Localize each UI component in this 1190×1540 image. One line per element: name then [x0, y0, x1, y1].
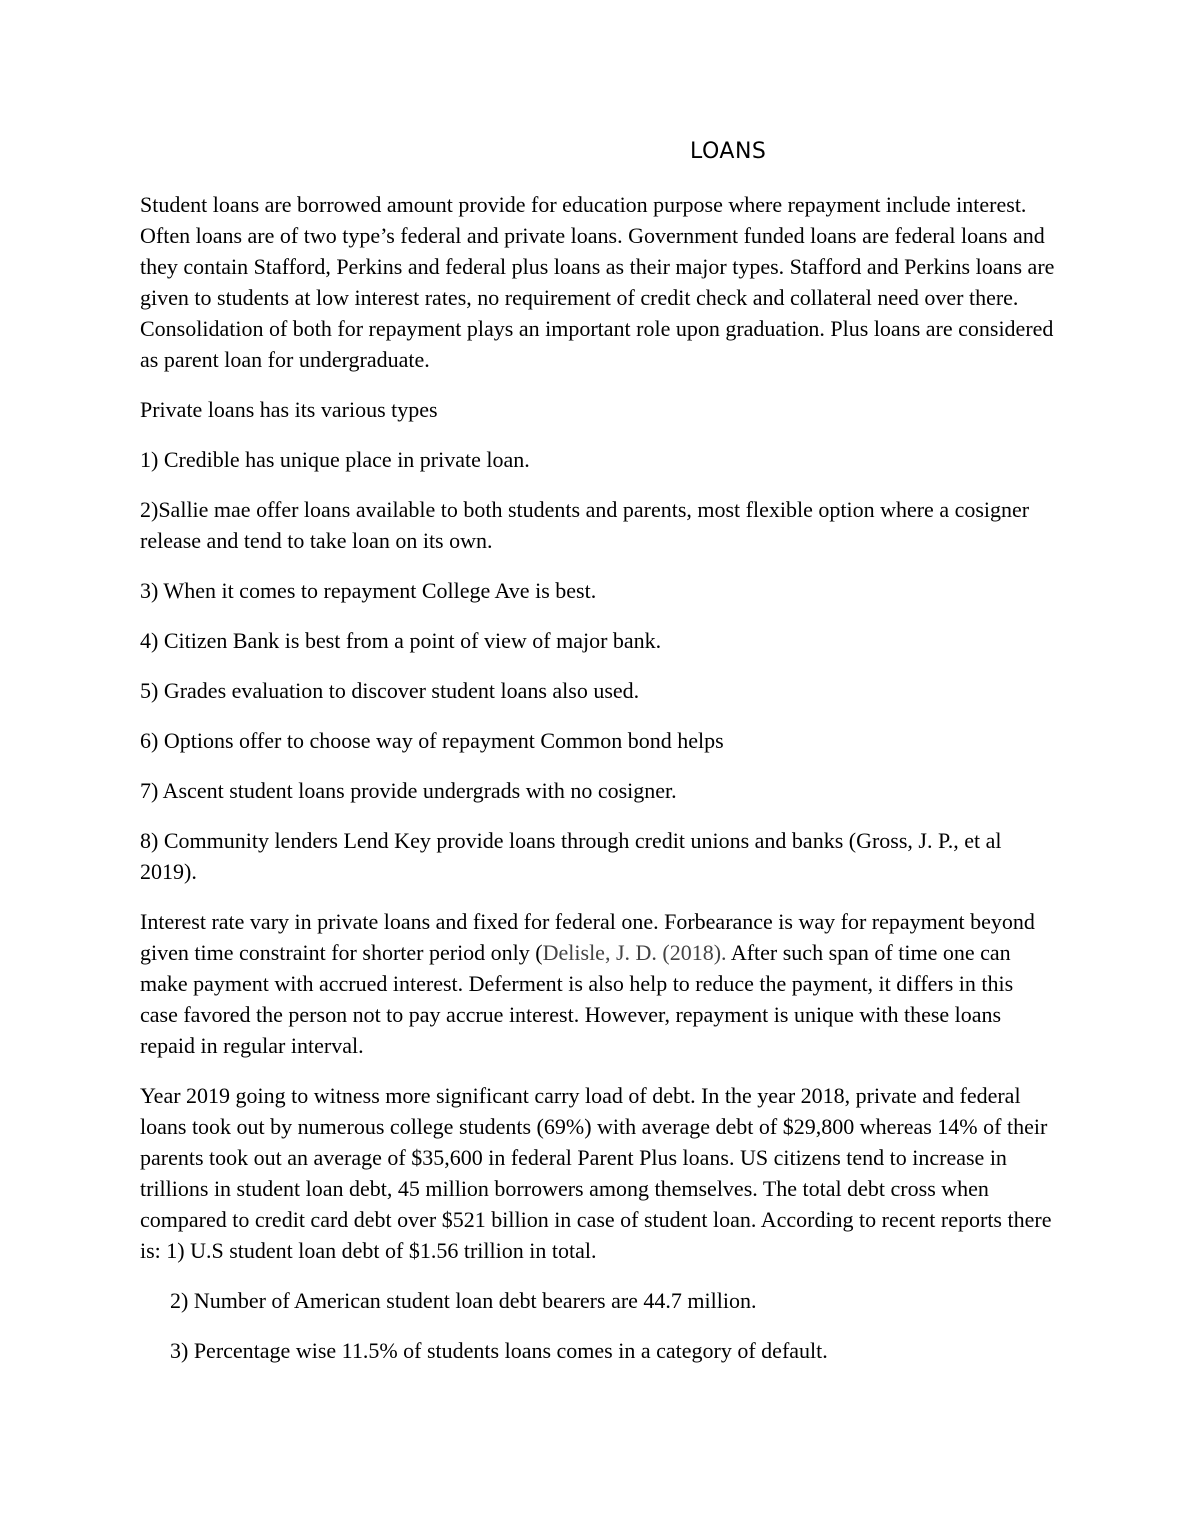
citation: Delisle, J. D. (2018).: [542, 940, 727, 965]
stat-item: 2) Number of American student loan debt bearers are 44.7 million.: [170, 1288, 757, 1313]
list-item: 8) Community lenders Lend Key provide loans through credit unions and banks (Gross, J. P., et al 2019).: [140, 828, 1002, 884]
intro-paragraph: Student loans are borrowed amount provide for education purpose where repayment include interest. Often loans are of two type’s federal and private loans. Government funded loans are federal loans and they contain Stafford, Perkins and federal plus loans as their major types. Stafford and Perkins loans are given to students at low interest rates, no requirement of credit check and collateral need over there. Consolidation of both for repayment plays an important role upon graduation. Plus loans are considered as parent loan for undergraduate.: [140, 192, 1055, 372]
document-title: LOANS: [690, 139, 767, 164]
debt-paragraph: Year 2019 going to witness more significant carry load of debt. In the year 2018, private and federal loans took out by numerous college students (69%) with average debt of $29,800 whereas 14% of their parents took out an average of $35,600 in federal Parent Plus loans. US citizens tend to increase in trillions in student loan debt, 45 million borrowers among themselves. The total debt cross when compared to credit card debt over $521 billion in case of student loan. According to recent reports there is: 1) U.S student loan debt of $1.56 trillion in total.: [140, 1083, 1052, 1263]
interest-text-before: Interest rate vary in private loans and fixed for federal one. Forbearance is way for repayment beyond given time constraint for shorter period only (: [140, 909, 1035, 965]
list-item: 6) Options offer to choose way of repayment Common bond helps: [140, 728, 724, 753]
list-item: 2)Sallie mae offer loans available to both students and parents, most flexible option where a cosigner release and tend to take loan on its own.: [140, 497, 1030, 553]
interest-paragraph: [140, 906, 1055, 1061]
stat-item: 3) Percentage wise 11.5% of students loans comes in a category of default.: [170, 1338, 828, 1363]
private-types-heading: Private loans has its various types: [140, 397, 438, 422]
list-item: 3) When it comes to repayment College Ave is best.: [140, 578, 597, 603]
document-body: [140, 189, 1055, 1385]
interest-text-after: After such span of time one can make payment with accrued interest. Deferment is also help to reduce the payment, it differs in this case favored the person not to pay accrue interest. However, repayment is unique with these loans repaid in regular interval.: [140, 940, 1014, 1058]
list-item: 5) Grades evaluation to discover student loans also used.: [140, 678, 640, 703]
list-item: 4) Citizen Bank is best from a point of view of major bank.: [140, 628, 662, 653]
list-item: 1) Credible has unique place in private loan.: [140, 447, 530, 472]
list-item: 7) Ascent student loans provide undergrads with no cosigner.: [140, 778, 677, 803]
